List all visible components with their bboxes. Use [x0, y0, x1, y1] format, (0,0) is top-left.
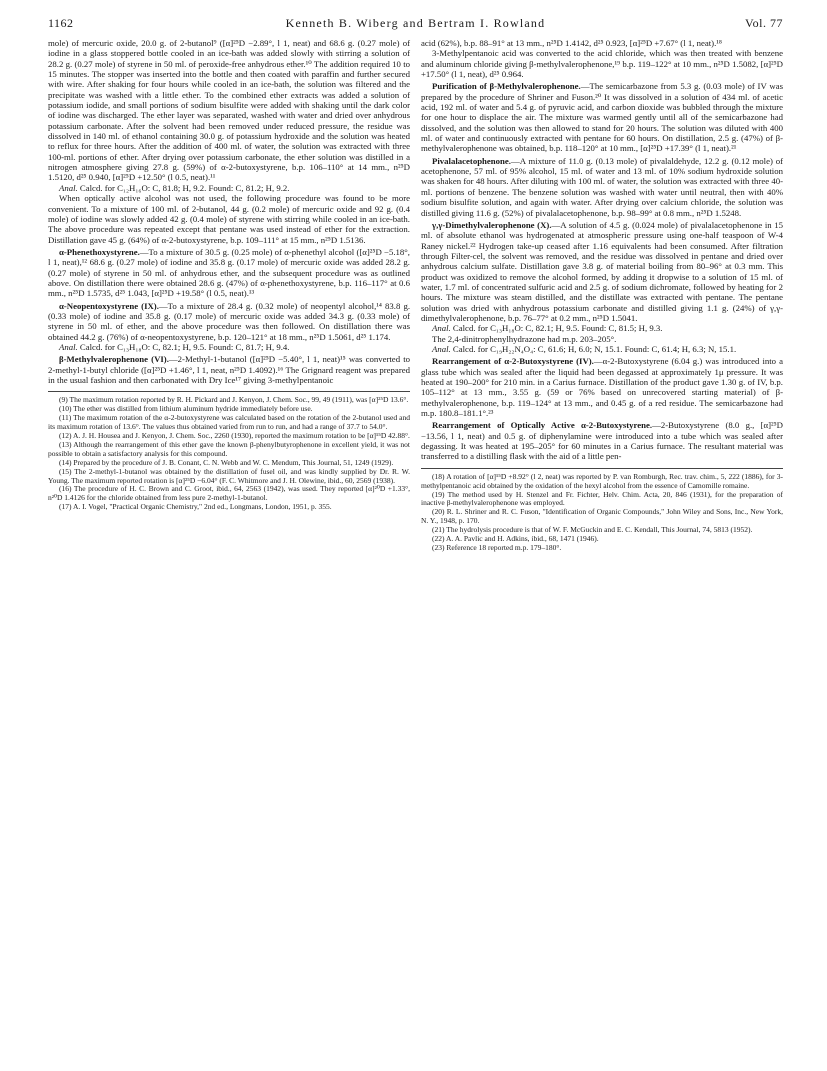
- footnote: (12) A. J. H. Housea and J. Kenyon, J. Chem. Soc., 2260 (1930), reported the maximum rotation to be [α]¹⁵D 42.88°.: [59, 430, 410, 440]
- running-title: Kenneth B. Wiberg and Bertram I. Rowland: [285, 16, 546, 30]
- body-paragraph: [48, 193, 410, 245]
- body-paragraph: [421, 334, 783, 344]
- footnote-divider: [421, 468, 783, 469]
- paragraph-text: mole) of mercuric oxide, 20.0 g. of 2-butanol⁹ ([α]²⁵D −2.89°, l 1, neat) and 68.6 g. (0.27 mole) of iodine in a glass stoppered bottle cooled in an ice-bath was added slowly with stirring a solution of 28.2 g. (0.27 mole) of styrene in 50 ml. of peroxide-free anhydrous ether.¹⁰ The addition required 10 to 15 minutes. The stopper was inserted into the bottle and then coated with paraffin and further secured with wire. After shaking for four hours while cooled in an ice-bath, the solution was filtered and the precipitate was washed with a little ether. To the combined ether extracts was added a solution of potassium iodide, and small portions of sodium bisulfite were added with shaking until the dark color of iodine was discharged. The ether layer was separated, washed with water and dried over anhydrous potassium carbonate. After the solvent had been removed under reduced pressure, the residue was dissolved in 140 ml. of ethanol containing 30.0 g. of potassium hydroxide and the solution was heated to reflux for three hours. After the addition of 400 ml. of water, the solution was extracted with three 100-ml. portions of ether. After drying over potassium carbonate, the ether solution was distilled in a nitrogen atmosphere giving 27.8 g. (59%) of α-2-butoxystyrene, b.p. 106–110° at 14 mm., n²⁵D 1.5120, d²⁵ 0.940, [α]²⁵D +12.50° (l 0.5, neat).¹¹: [48, 38, 410, 183]
- footnote: (20) R. L. Shriner and R. C. Fuson, "Identification of Organic Compounds," John Wiley and Sons, Inc., New York, N. Y., 1948, p. 170.: [421, 507, 783, 526]
- footnote: (22) A. A. Pavlic and H. Adkins, ibid., 68, 1471 (1946).: [432, 534, 599, 544]
- body-paragraph: [421, 48, 783, 79]
- section-paragraph: [421, 420, 783, 461]
- paragraph-text: —To a mixture of 28.4 g. (0.32 mole) of neopentyl alcohol,¹⁴ 83.8 g. (0.33 mole) of iodine and 35.8 g. (0.17 mole) of mercuric oxide was added 34.3 g. (0.33 mole) of styrene in 50 ml. of ether, and the above procedure was then followed. On distillation there was obtained 44.2 g. (76%) of α-neopentoxystyrene, b.p. 120–121° at 18 mm., n²⁵D 1.5061, d²⁵ 1.174.: [48, 300, 411, 342]
- analysis-line: [48, 342, 410, 352]
- footnote: (18) A rotation of [α]¹⁵D +8.92° (l 2, neat) was reported by P. van Romburgh, Rec. trav. chim., 5, 222 (1886), for 3-methylpentanoic acid obtained by the oxidation of the hexyl alcohol from the essence of Camomille romaine.: [421, 471, 783, 490]
- section-paragraph: [421, 220, 783, 323]
- paragraph-text: The 2,4-dinitrophenylhydrazone had m.p. 203–205°.: [432, 333, 617, 344]
- analysis-label: Anal.: [59, 341, 78, 352]
- section-heading: γ,γ-Dimethylvalerophenone (X).: [432, 219, 552, 230]
- paragraph-text: —2-Butoxystyrene (8.0 g., [α]²⁵D −13.56, l 1, neat) and 0.5 g. of diphenylamine were introduced into a tube which was sealed after degassing. It was heated at 195–205° for 60 minutes in a Carius furnace. The resultant material was transferred to a distilling flask with the aid of a little pen-: [421, 420, 783, 462]
- paragraph-text: —α-2-Butoxystyrene (6.04 g.) was introduced into a glass tube which was sealed after the liquid had been degassed at approximately 1μ pressure. It was heated at 190–200° for 210 min. in a Carius furnace. Distillation of the product gave 1.30 g. of IV, b.p. 105–112° at 13 mm., 3.55 g. (59 or 76% based on unrecovered starting material) of β-methylvalerophenone, b.p. 119–124° at 13 mm., and 0.45 g. of a red residue. The semicarbazone had m.p. 180.8–181.1°.²³: [421, 356, 783, 419]
- paragraph-text: Calcd. for C₁₃H₁₈O: C, 82.1; H, 9.5. Found: C, 81.5; H, 9.3.: [450, 323, 663, 334]
- footnote: (19) The method used by H. Stenzel and Fr. Fichter, Helv. Chim. Acta, 20, 846 (1931), for the preparation of inactive β-methylvalerophenone was employed.: [421, 489, 783, 508]
- section-paragraph: [421, 356, 783, 418]
- paragraph-text: 3-Methylpentanoic acid was converted to the acid chloride, which was then treated with benzene and aluminum chloride giving β-methylvalerophenone,¹⁹ b.p. 119–122° at 10 mm., n²⁵D 1.5082, [α]²⁵D +17.50° (l 1, neat), d²⁵ 0.964.: [421, 48, 783, 80]
- paragraph-text: —The semicarbazone from 5.3 g. (0.03 mole) of IV was prepared by the procedure of Shriner and Fuson.²⁰ It was dissolved in a solution of 434 ml. of acetic acid, 192 ml. of water and 5.4 g. of pyruvic acid, and carbon dioxide was bubbled through the mixture for one hour to displace the air. The mixture was warmed gently until all of the semicarbazone had dissolved, and the solution was then allowed to stand for 20 hours. The solution was diluted with 400 ml. of water and continuously extracted with pentane for 60 hours. On distillation, 2.5 g. (47%) of β-methylvalerophenone was obtained, b.p. 118–120° at 10 mm., [α]²⁵D +17.39° (l 1, neat).²¹: [421, 81, 784, 154]
- section-paragraph: [421, 156, 783, 218]
- analysis-label: Anal.: [432, 323, 451, 334]
- paragraph-text: —To a mixture of 30.5 g. (0.25 mole) of α-phenethyl alcohol ([α]²⁵D −5.18°, l 1, neat),¹² 68.6 g. (0.27 mole) of iodine and 35.8 g. (0.17 mole) of mercuric oxide was added 28.2 g. (0.27 mole) of styrene in 50 ml. of anhydrous ether, and the subsequent procedure was as outlined above. On distillation there were obtained 28.6 g. (47%) of α-phenethoxystyrene, b.p. 116–117° at 0.6 mm., n²⁵D 1.5735, d²⁵ 1.043, [α]²⁵D +19.58° (l 0.5, neat).¹³: [48, 246, 410, 299]
- footnote: (9) The maximum rotation reported by R. H. Pickard and J. Kenyon, J. Chem. Soc., 99, 49 (1911), was [α]²⁵D 13.6°.: [59, 395, 409, 405]
- footnote: (14) Prepared by the procedure of J. B. Conant, C. N. Webb and W. C. Mendum, This Journal, 51, 1249 (1929).: [59, 457, 394, 467]
- footnote: (17) A. I. Vogel, "Practical Organic Chemistry," 2nd ed., Longmans, London, 1951, p. 355.: [59, 502, 332, 512]
- paragraph-text: Calcd. for C₁₃H₁₈O: C, 82.1; H, 9.5. Found: C, 81.7; H, 9.4.: [77, 341, 290, 352]
- analysis-label: Anal.: [432, 343, 451, 354]
- paragraph-text: —2-Methyl-1-butanol ([α]²⁵D −5.40°, l 1, neat)¹⁵ was converted to 2-methyl-1-butyl chloride ([α]²⁵D +1.46°, l 1, neat, n²⁵D 1.4092).¹⁶ The Grignard reagent was prepared in the usual fashion and then carbonated with Dry Ice¹⁷ giving 3-methylpentanoic: [48, 354, 410, 385]
- footnote: (16) The procedure of H. C. Brown and C. Groot, ibid., 64, 2563 (1942), was used. They reported [α]²⁰D +1.33°, n²⁰D 1.4126 for the chloride obtained from less pure 2-methyl-1-butanol.: [48, 484, 410, 503]
- paragraph-text: Calcd. for C₁₂H₁₆O: C, 81.8; H, 9.2. Found: C, 81.2; H, 9.2.: [77, 182, 290, 193]
- footnote: (11) The maximum rotation of the α-2-butoxystyrene was calculated based on the rotation of the 2-butanol used and its maximum rotation of 13.6°. The values thus obtained varied from run to run, and had a range of 37.7 to 54.0°.: [48, 413, 410, 432]
- paragraph-text: acid (62%), b.p. 88–91° at 13 mm., n²⁵D 1.4142, d²⁵ 0.923, [α]²⁵D +7.67° (l 1, neat).¹⁸: [421, 38, 722, 48]
- paragraph-text: —A mixture of 11.0 g. (0.13 mole) of pivalaldehyde, 12.2 g. (0.12 mole) of acetophenone, 57 ml. of 95% alcohol, 15 ml. of water and 13 ml. of 10% sodium hydroxide solution was shaken for 48 hours. After diluting with 100 ml. of water, the solution was extracted with three 40-ml. portions of benzene. The benzene solution was washed with water until neutral, then with 40% sodium bisulfite solution, and again with water. After drying over calcium chloride, the solution was distilled giving 11.6 g. (52%) of pivalalacetophenone, b.p. 98–99° at 0.8 mm., n²⁵D 1.5248.: [421, 155, 783, 218]
- running-header: [48, 16, 783, 32]
- left-column: [48, 38, 410, 512]
- analysis-line: [48, 183, 410, 193]
- section-paragraph: [421, 81, 783, 153]
- section-paragraph: [48, 247, 410, 299]
- section-heading: α-Neopentoxystyrene (IX).: [59, 300, 159, 311]
- footnote: (13) Although the rearrangement of this ether gave the known β-phenylbutyrophenone in excellent yield, it was not possible to obtain a satisfactory analysis for this compound.: [48, 439, 410, 458]
- paragraph-text: —A solution of 4.5 g. (0.024 mole) of pivalalacetophenone in 15 ml. of absolute ethanol was hydrogenated at atmospheric pressure using one-half teaspoon of W-4 Raney nickel.²² Hydrogen take-up ceased after 1.16 equivalents had been consumed. After filtration through Filter-cel, the solvent was removed, and the residue was dissolved in pentane and dried over anhydrous calcium sulfate. Distillation gave 3.8 g. of material boiling from 80–96° at 0.3 mm. This product was oxidized to remove the alcohol formed, by adding it dropwise to a solution of 15 ml. of water, 1.7 ml. of concentrated sulfuric acid and 2.5 g. of sodium dichromate, followed by heating for 2 hours. The mixture was steam distilled, and the distillate was extracted with pentane. The pentane solution was dried with anhydrous potassium carbonate and distilled giving 1.1 g. (24%) of γ,γ-dimethylvalerophenone, b.p. 76–77° at 0.2 mm., n²⁵D 1.5041.: [421, 219, 784, 323]
- footnote: (21) The hydrolysis procedure is that of W. F. McGuckin and E. C. Kendall, This Journal, 74, 5813 (1952).: [432, 525, 753, 535]
- right-column: [421, 38, 783, 553]
- section-heading: Purification of β-Methylvalerophenone.: [432, 81, 581, 92]
- footnote: (23) Reference 18 reported m.p. 179–180°.: [432, 543, 562, 552]
- section-heading: Pivalalacetophenone.: [432, 155, 511, 166]
- page-number: 1162: [48, 16, 74, 30]
- section-heading: Rearrangement of α-2-Butoxystyrene (IV).: [432, 356, 594, 367]
- volume-label: Vol. 77: [745, 16, 783, 30]
- section-paragraph: [48, 354, 410, 385]
- paragraph-text: Calcd. for C₁₉H₂₂N₄O₄: C, 61.6; H, 6.0; N, 15.1. Found: C, 61.4; H, 6.3; N, 15.1.: [450, 343, 737, 354]
- analysis-line: [421, 344, 783, 354]
- analysis-label: Anal.: [59, 182, 78, 193]
- analysis-line: [421, 323, 783, 333]
- body-paragraph-continued: [421, 38, 783, 48]
- section-heading: α-Phenethoxystyrene.: [59, 246, 140, 257]
- paragraph-text: When optically active alcohol was not used, the following procedure was found to be more convenient. To a mixture of 100 ml. of 2-butanol, 44 g. (0.2 mole) of mercuric oxide and 92 g. (0.4 mole) of iodine was slowly added 42 g. (0.4 mole) of styrene with stirring while cooled in an ice-bath. The above procedure was repeated except that pentane was used instead of ether for the extraction. Distillation gave 45 g. (64%) of α-2-butoxystyrene, b.p. 109–111° at 15 mm., n²⁵D 1.5136.: [48, 193, 410, 245]
- body-paragraph-continued: [48, 38, 410, 183]
- section-paragraph: [48, 301, 410, 342]
- footnote: (10) The ether was distilled from lithium aluminum hydride immediately before use.: [59, 404, 313, 414]
- footnote: (15) The 2-methyl-1-butanol was obtained by the distillation of fusel oil, and was kindly supplied by Dr. R. W. Young. The maximum reported rotation is [α]²⁵D −6.04° (F. C. Whitmore and J. H. Olewine, ibid., 60, 2569 (1938).: [48, 466, 410, 485]
- footnote-divider: [48, 391, 410, 392]
- section-heading: β-Methylvalerophenone (VI).: [59, 354, 169, 365]
- section-heading: Rearrangement of Optically Active α-2-Butoxystyrene.: [432, 420, 653, 431]
